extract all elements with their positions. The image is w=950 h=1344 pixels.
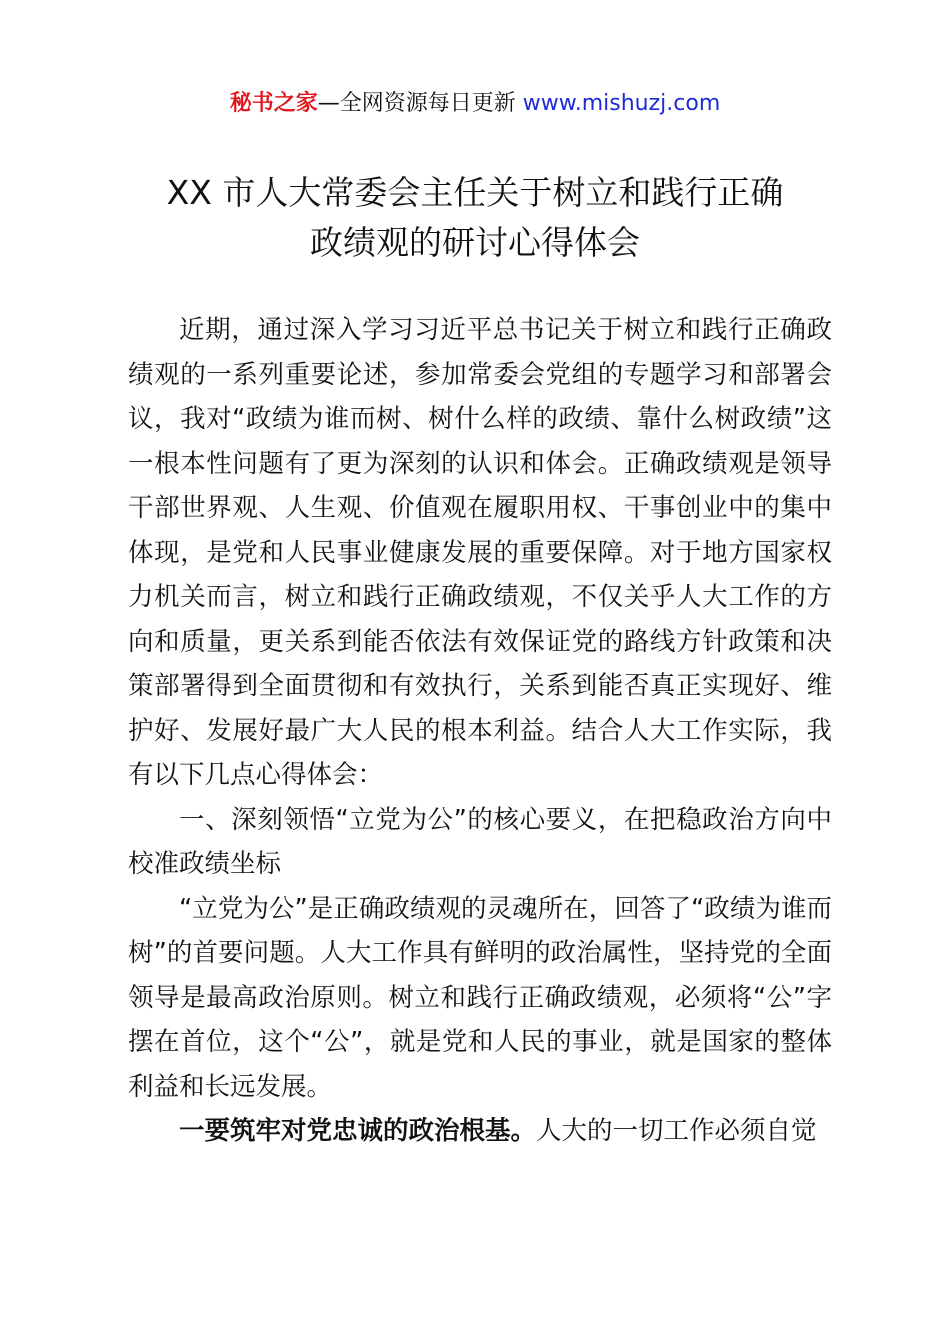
paragraph-section-1: “立党为公”是正确政绩观的灵魂所在，回答了“政绩为谁而树”的首要问题。人大工作具有鲜明的政治属性，坚持党的全面领导是最高政治原则。树立和践行正确政绩观，必须将“公”字摆在首位，这个“公”，就是党和人民的事业，就是国家的整体利益和长远发展。 [128,893,832,1102]
document-title [100,168,850,268]
site-brand: 秘书之家 [229,91,318,116]
point-body-text: 人大的一切工作必须自觉 [536,1116,817,1146]
site-header [0,88,950,120]
paragraph-point-1 [128,1109,832,1154]
site-tagline: —全网资源每日更新 [317,91,523,116]
point-lead-text: 一要筑牢对党忠诚的政治根基。 [179,1116,537,1146]
paragraph-intro: 近期，通过深入学习习近平总书记关于树立和践行正确政绩观的一系列重要论述，参加常委会党组的专题学习和部署会议，我对“政绩为谁而树、树什么样的政绩、靠什么树政绩”这一根本性问题有了更为深刻的认识和体会。正确政绩观是领导干部世界观、人生观、价值观在履职用权、干事创业中的集中体现，是党和人民事业健康发展的重要保障。对于地方国家权力机关而言，树立和践行正确政绩观，不仅关乎人大工作的方向和质量，更关系到能否依法有效保证党的路线方针政策和决策部署得到全面贯彻和有效执行，关系到能否真正实现好、维护好、发展好最广大人民的根本利益。结合人大工作实际，我有以下几点心得体会： [128,315,832,790]
site-url-link[interactable]: www.mishuzj.com [522,91,721,116]
document-body [128,308,832,1154]
title-line-2: 政绩观的研讨心得体会 [310,223,640,262]
title-line-1: XX 市人大常委会主任关于树立和践行正确 [166,173,784,212]
section-heading-1: 一、深刻领悟“立党为公”的核心要义，在把稳政治方向中校准政绩坐标 [128,804,832,879]
